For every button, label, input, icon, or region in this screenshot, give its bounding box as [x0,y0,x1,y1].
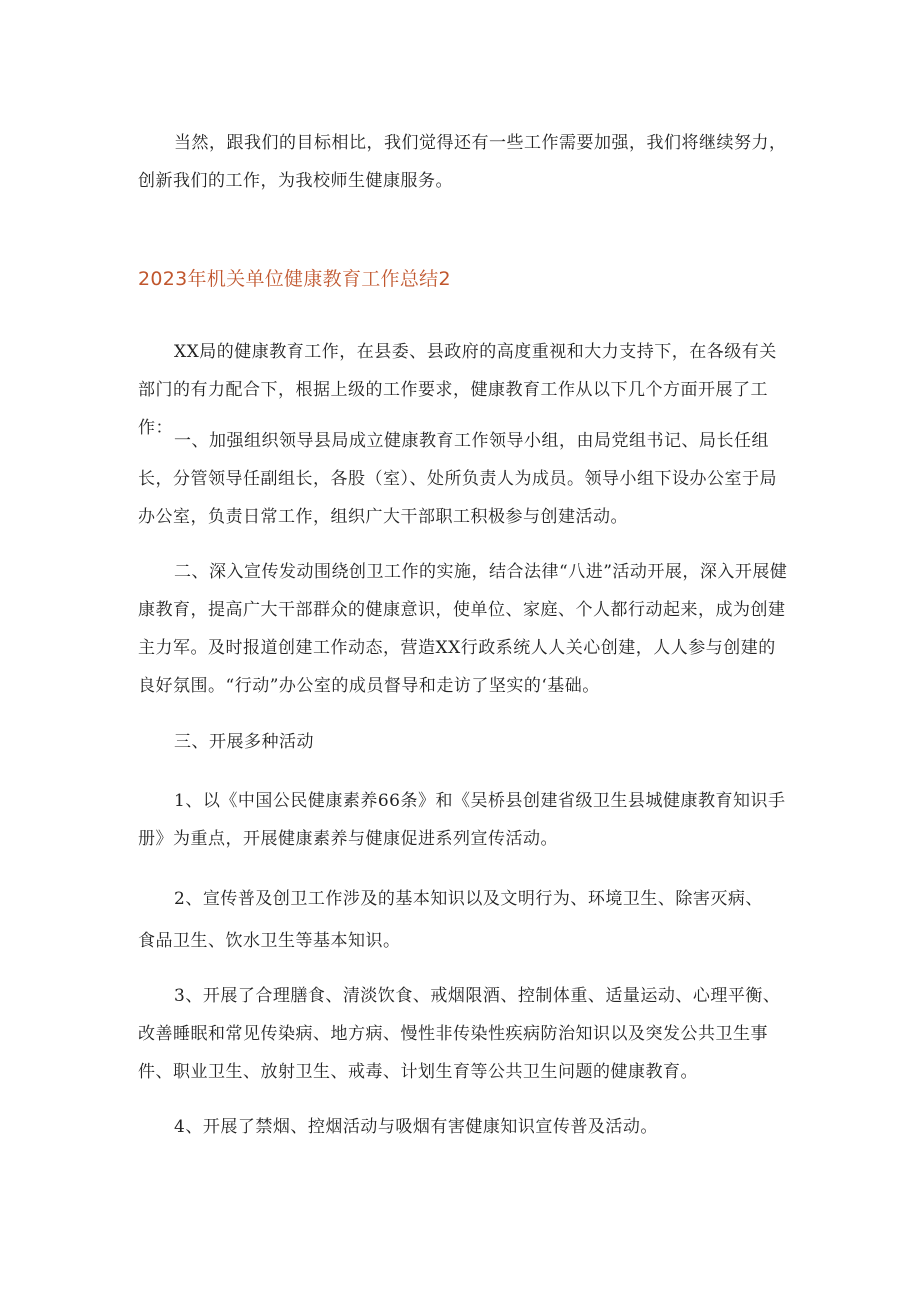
intro-paragraph: 当然，跟我们的目标相比，我们觉得还有一些工作需要加强，我们将继续努力，创新我们的工作，为我校师生健康服务。 [138,133,787,191]
paragraph-5: 1、以《中国公民健康素养66条》和《吴桥县创建省级卫生县城健康教育知识手册》为重点，开展健康素养与健康促进系列宣传活动。 [138,791,786,849]
paragraph-4: 三、开展多种活动 [174,732,314,752]
paragraph-1: XX局的健康教育工作，在县委、县政府的高度重视和大力支持下，在各级有关部门的有力配合下，根据上级的工作要求，健康教育工作从以下几个方面开展了工作： [138,342,777,438]
paragraph-6-line-2: 食品卫生、饮水卫生等基本知识。 [138,931,401,951]
paragraph-7: 3、开展了合理膳食、清淡饮食、戒烟限酒、控制体重、适量运动、心理平衡、改善睡眠和常见传染病、地方病、慢性非传染性疾病防治知识以及突发公共卫生事件、职业卫生、放射卫生、戒毒、计划生育等公共卫生问题的健康教育。 [138,986,781,1082]
paragraph-6-line-1: 2、宣传普及创卫工作涉及的基本知识以及文明行为、环境卫生、除害灭病、 [174,889,763,909]
paragraph-3: 二、深入宣传发动围绕创卫工作的实施，结合法律“八进”活动开展，深入开展健康教育，提高广大干部群众的健康意识，使单位、家庭、个人都行动起来，成为创建主力军。及时报道创建工作动态，营造XX行政系统人人关心创建，人人参与创建的良好氛围。“行动”办公室的成员督导和走访了坚实的‘基础。 [138,562,788,696]
paragraph-8: 4、开展了禁烟、控烟活动与吸烟有害健康知识宣传普及活动。 [174,1117,658,1137]
section-heading: 2023年机关单位健康教育工作总结2 [138,268,451,290]
paragraph-2: 一、加强组织领导县局成立健康教育工作领导小组，由局党组书记、局长任组长，分管领导任副组长，各股（室）、处所负责人为成员。领导小组下设办公室于局办公室，负责日常工作，组织广大干部职工积极参与创建活动。 [138,431,777,527]
